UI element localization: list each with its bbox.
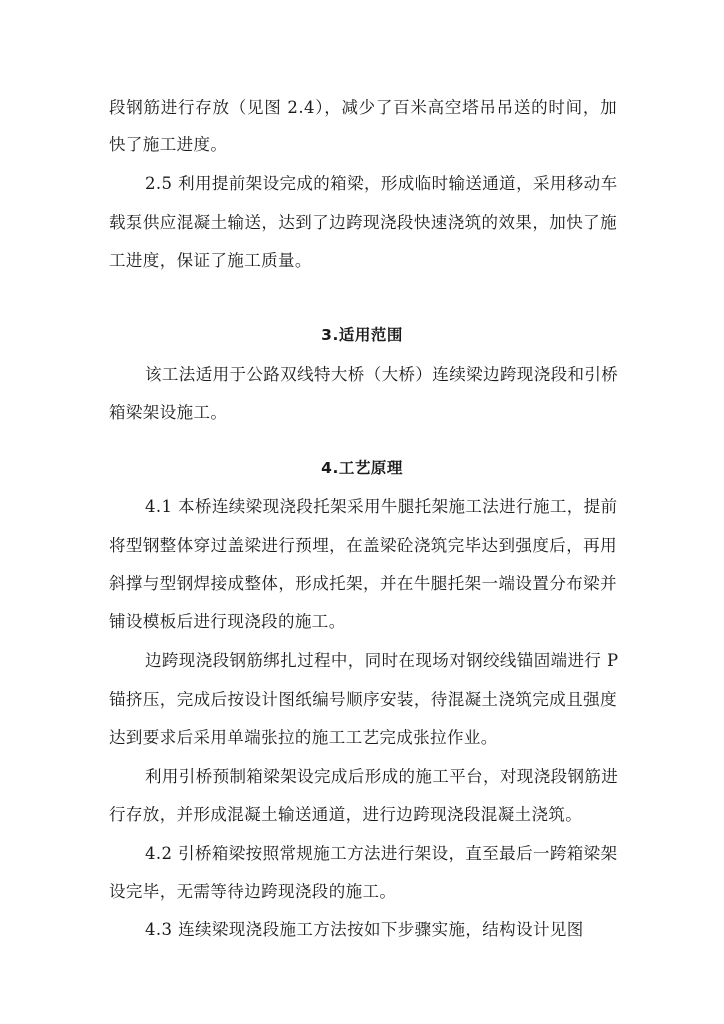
paragraph-line: 4.2 引桥箱梁按照常规施工方法进行架设，直至最后一跨箱梁架 [145,844,618,863]
paragraph-line: 段钢筋进行存放（见图 2.4），减少了百米高空塔吊吊送的时间，加 [109,98,617,117]
paragraph-line: 斜撑与型钢焊接成整体，形成托架，并在牛腿托架一端设置分布梁并 [109,574,617,593]
paragraph-line: 箱梁架设施工。 [109,403,228,422]
paragraph-line: 工进度，保证了施工质量。 [109,251,312,270]
paragraph-line: 锚挤压，完成后按设计图纸编号顺序安装，待混凝土浇筑完成且强度 [109,690,617,709]
paragraph-line: 达到要求后采用单端张拉的施工工艺完成张拉作业。 [109,728,498,747]
paragraph-line: 4.1 本桥连续梁现浇段托架采用牛腿托架施工法进行施工，提前 [145,497,618,516]
paragraph-line: 边跨现浇段钢筋绑扎过程中，同时在现场对钢绞线锚固端进行 P [145,651,619,670]
section-heading: 4.工艺原理 [321,459,403,477]
paragraph-line: 2.5 利用提前架设完成的箱梁，形成临时输送通道，采用移动车 [145,174,618,193]
paragraph-line: 设完毕，无需等待边跨现浇段的施工。 [109,882,397,901]
paragraph-line: 该工法适用于公路双线特大桥（大桥）连续梁边跨现浇段和引桥 [145,365,619,384]
paragraph-line: 将型钢整体穿过盖梁进行预埋，在盖梁砼浇筑完毕达到强度后，再用 [109,536,617,555]
section-heading: 3.适用范围 [321,326,403,344]
paragraph-line: 4.3 连续梁现浇段施工方法按如下步骤实施，结构设计见图 [145,920,584,939]
paragraph-line: 快了施工进度。 [109,135,228,154]
paragraph-line: 利用引桥预制箱梁架设完成后形成的施工平台，对现浇段钢筋进 [145,767,619,786]
paragraph-line: 行存放，并形成混凝土输送通道，进行边跨现浇段混凝土浇筑。 [109,805,583,824]
paragraph-line: 铺设模板后进行现浇段的施工。 [109,612,346,631]
paragraph-line: 载泵供应混凝土输送，达到了边跨现浇段快速浇筑的效果，加快了施 [109,213,617,232]
